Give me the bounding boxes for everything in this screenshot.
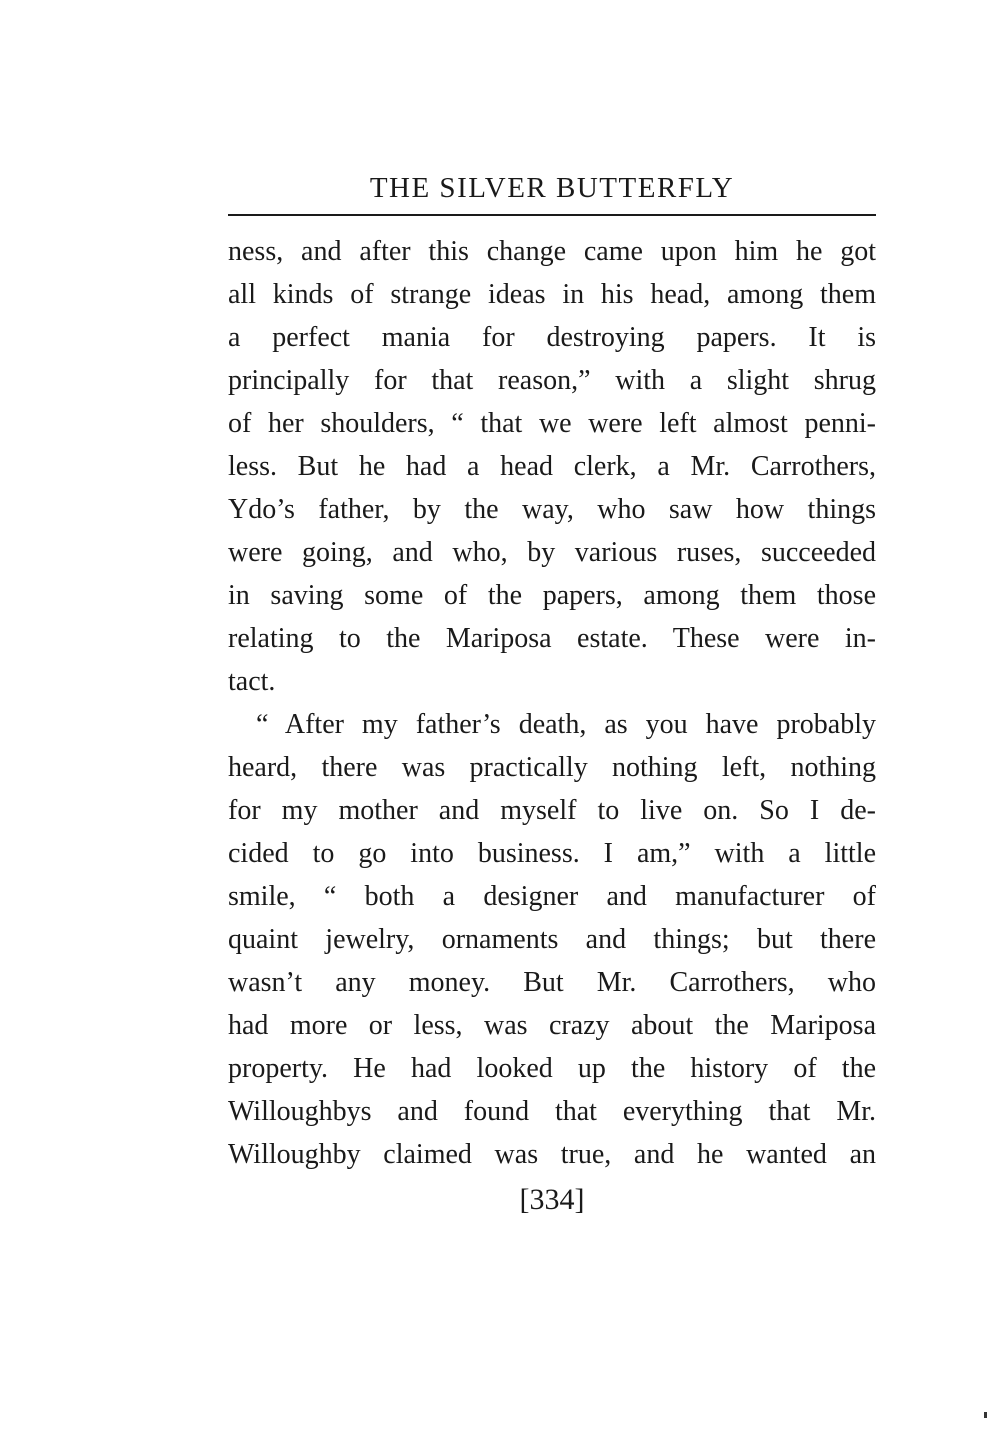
text-line: of her shoulders, “ that we were left almost penni- (228, 408, 876, 439)
header-rule (228, 214, 876, 216)
text-line: in saving some of the papers, among them those (228, 580, 876, 611)
text-line: “ After my father’s death, as you have probably (256, 709, 876, 740)
text-line: for my mother and myself to live on. So I de- (228, 795, 876, 826)
body-text (228, 230, 876, 1176)
text-line: principally for that reason,” with a slight shrug (228, 365, 876, 396)
text-line: cided to go into business. I am,” with a little (228, 838, 876, 869)
page-number: [334] (519, 1183, 585, 1216)
text-line: were going, and who, by various ruses, succeeded (228, 537, 876, 568)
text-line: heard, there was practically nothing left, nothing (228, 752, 876, 783)
text-line: relating to the Mariposa estate. These were in- (228, 623, 876, 654)
scan-speck (984, 1412, 987, 1418)
text-line: had more or less, was crazy about the Mariposa (228, 1010, 876, 1041)
paragraph-1 (228, 230, 876, 703)
running-head: THE SILVER BUTTERFLY (369, 172, 735, 204)
text-line: ness, and after this change came upon him he got (228, 236, 876, 267)
text-line: all kinds of strange ideas in his head, among them (228, 279, 876, 310)
paragraph-2 (228, 703, 876, 1176)
text-line: wasn’t any money. But Mr. Carrothers, who (228, 967, 876, 998)
text-line: less. But he had a head clerk, a Mr. Carrothers, (228, 451, 876, 482)
text-line: smile, “ both a designer and manufacturer of (228, 881, 876, 912)
text-line: tact. (228, 666, 276, 697)
text-line: property. He had looked up the history of the (228, 1053, 876, 1084)
text-line: quaint jewelry, ornaments and things; but there (228, 924, 876, 955)
text-line: Ydo’s father, by the way, who saw how things (228, 494, 876, 525)
text-line: a perfect mania for destroying papers. It is (228, 322, 876, 353)
text-line: Willoughbys and found that everything that Mr. (228, 1096, 876, 1127)
text-line: Willoughby claimed was true, and he wanted an (228, 1139, 876, 1170)
